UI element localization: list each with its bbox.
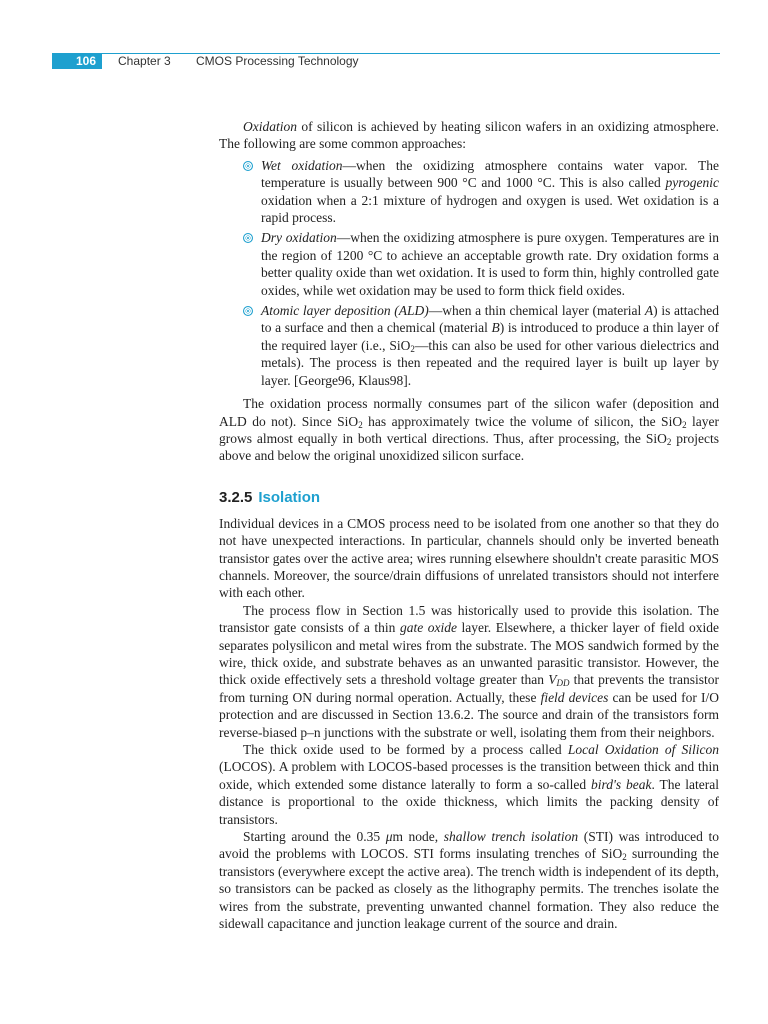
bullet-icon (243, 161, 253, 171)
term-material-b: B (491, 320, 500, 336)
text-run: (LOCOS). A problem with LOCOS-based processes is the transition between thick and thin oxide, which extended some distance laterally to form a so-called (219, 759, 719, 792)
intro-text: of silicon is achieved by heating silicon wafers in an oxidizing atmosphere. The following are some common approaches: (219, 119, 719, 152)
text-run: m node, (392, 829, 444, 845)
text-run: (STI) was introduced to avoid the problems with LOCOS. STI forms insulating trenches of SiO (219, 829, 719, 862)
text-run: can be used for I/O protection and are discussed in Section 13.6.2. The source and drain of the transistors form reverse-biased p–n junctions with the substrate or well, isolating them from their neighbors. (219, 689, 719, 740)
page-body (219, 118, 719, 932)
term-dry-oxidation: Dry oxidation (261, 230, 337, 246)
text-run: Starting around the 0.35 (243, 829, 386, 845)
item-text: oxidation when a 2:1 mixture of hydrogen and oxygen is used. Wet oxidation is a rapid process. (261, 192, 719, 226)
text-run: that prevents the transistor from turning ON during normal operation. Actually, these (219, 672, 719, 705)
term-gate-oxide: gate oxide (399, 620, 458, 636)
item-text: ) is attached to a surface and then a chemical (material (261, 303, 719, 336)
term-locos: Local Oxidation of Silicon (567, 742, 720, 757)
text-run: projects above and below the original unoxidized silicon surface. (219, 430, 719, 464)
isolation-paragraph-1: Individual devices in a CMOS process need to be isolated from one another so that they do not have unexpected interactions. In particular, channels should only be inverted beneath transistor gates over the active area; wires running elsewhere shouldn't create parasitic MOS channels. Moreover, the source/drain diffusions of unrelated transistors should not interfere with each other. (219, 515, 719, 601)
section-title: Isolation (258, 488, 321, 506)
isolation-paragraph-3 (219, 741, 719, 828)
oxidation-paragraph (219, 395, 719, 465)
list-item-dry-oxidation (261, 229, 719, 299)
term-ald: Atomic layer deposition (ALD) (261, 303, 429, 319)
bullet-icon (243, 233, 253, 243)
text-run: layer grows almost equally in both vertical directions. Thus, after processing, the SiO (219, 413, 720, 446)
item-text: —this can also be used for other various dielectrics and metals). The process is then repeated and the required layer is built up layer by layer. [George96, Klaus98]. (261, 337, 720, 388)
text-run: . The lateral distance is proportional to the oxide thickness, which limits the packing density of transistors. (219, 776, 720, 827)
item-text: —when the oxidizing atmosphere contains water vapor. The temperature is usually between 900 °C and 1000 °C. This is also called (261, 157, 719, 191)
term-field-devices: field devices (540, 689, 609, 705)
intro-paragraph (219, 118, 719, 153)
intro-term: Oxidation (243, 119, 297, 134)
subscript: 2 (622, 852, 627, 863)
term-sti: shallow trench isolation (443, 829, 579, 845)
list-item-ald (261, 302, 719, 389)
item-text: ) is introduced to produce a thin layer of the required layer (i.e., SiO (261, 320, 719, 353)
text-run: The process flow in Section 1.5 was historically used to provide this isolation. The transistor gate consists of a thin (219, 602, 719, 636)
chapter-title: CMOS Processing Technology (196, 54, 359, 68)
item-text: —when the oxidizing atmosphere is pure oxygen. Temperatures are in the region of 1200 °C to achieve an acceptable growth rate. Dry oxidation forms a better quality oxide than wet oxidation. It is used to form thin, highly controlled gate oxides, while wet oxidation may be used to form thick field oxides. (261, 230, 719, 298)
text-run: has approximately twice the volume of silicon, the SiO (362, 413, 683, 429)
term-material-a: A (644, 303, 654, 319)
text-run: The thick oxide used to be formed by a process called (243, 742, 568, 757)
text-run: layer. Elsewhere, a thicker layer of field oxide separates polysilicon and metal wires from the substrate. The MOS sandwich formed by the wire, thick oxide, and substrate behaves as an unwanted parasitic transistor. However, the thick oxide effectively sets a threshold voltage greater than (219, 620, 719, 688)
chapter-label: Chapter 3 (118, 54, 171, 68)
vdd-symbol: V (548, 672, 557, 688)
oxidation-methods-list (219, 157, 719, 389)
bullet-icon (243, 306, 253, 316)
list-item-wet-oxidation (261, 157, 719, 227)
subscript: 2 (666, 436, 672, 447)
page-number: 106 (52, 53, 102, 69)
item-text: —when a thin chemical layer (material (428, 303, 645, 319)
subscript: 2 (358, 419, 363, 430)
term-wet-oxidation: Wet oxidation (261, 157, 343, 173)
isolation-paragraph-2 (219, 602, 719, 741)
term-pyrogenic: pyrogenic (665, 175, 719, 191)
subscript: 2 (682, 419, 687, 430)
section-heading (219, 489, 719, 507)
mu-symbol: μ (385, 829, 393, 845)
subscript: 2 (410, 343, 415, 354)
text-run: surrounding the transistors (everywhere except the active area). The trench width is independent of its depth, so transistors can be packed as closely as the lithography permits. The trenches isolate the wires from the substrate, preventing unwanted channel formation. They also reduce the sidewall capacitance and junction leakage current of the source and drain. (219, 846, 719, 932)
isolation-paragraph-4 (219, 828, 719, 932)
section-number: 3.2.5 (219, 488, 253, 506)
term-birds-beak: bird's beak (590, 776, 652, 792)
vdd-subscript: DD (556, 678, 570, 689)
text-run: The oxidation process normally consumes part of the silicon wafer (deposition and ALD do not). Since SiO (219, 396, 719, 429)
